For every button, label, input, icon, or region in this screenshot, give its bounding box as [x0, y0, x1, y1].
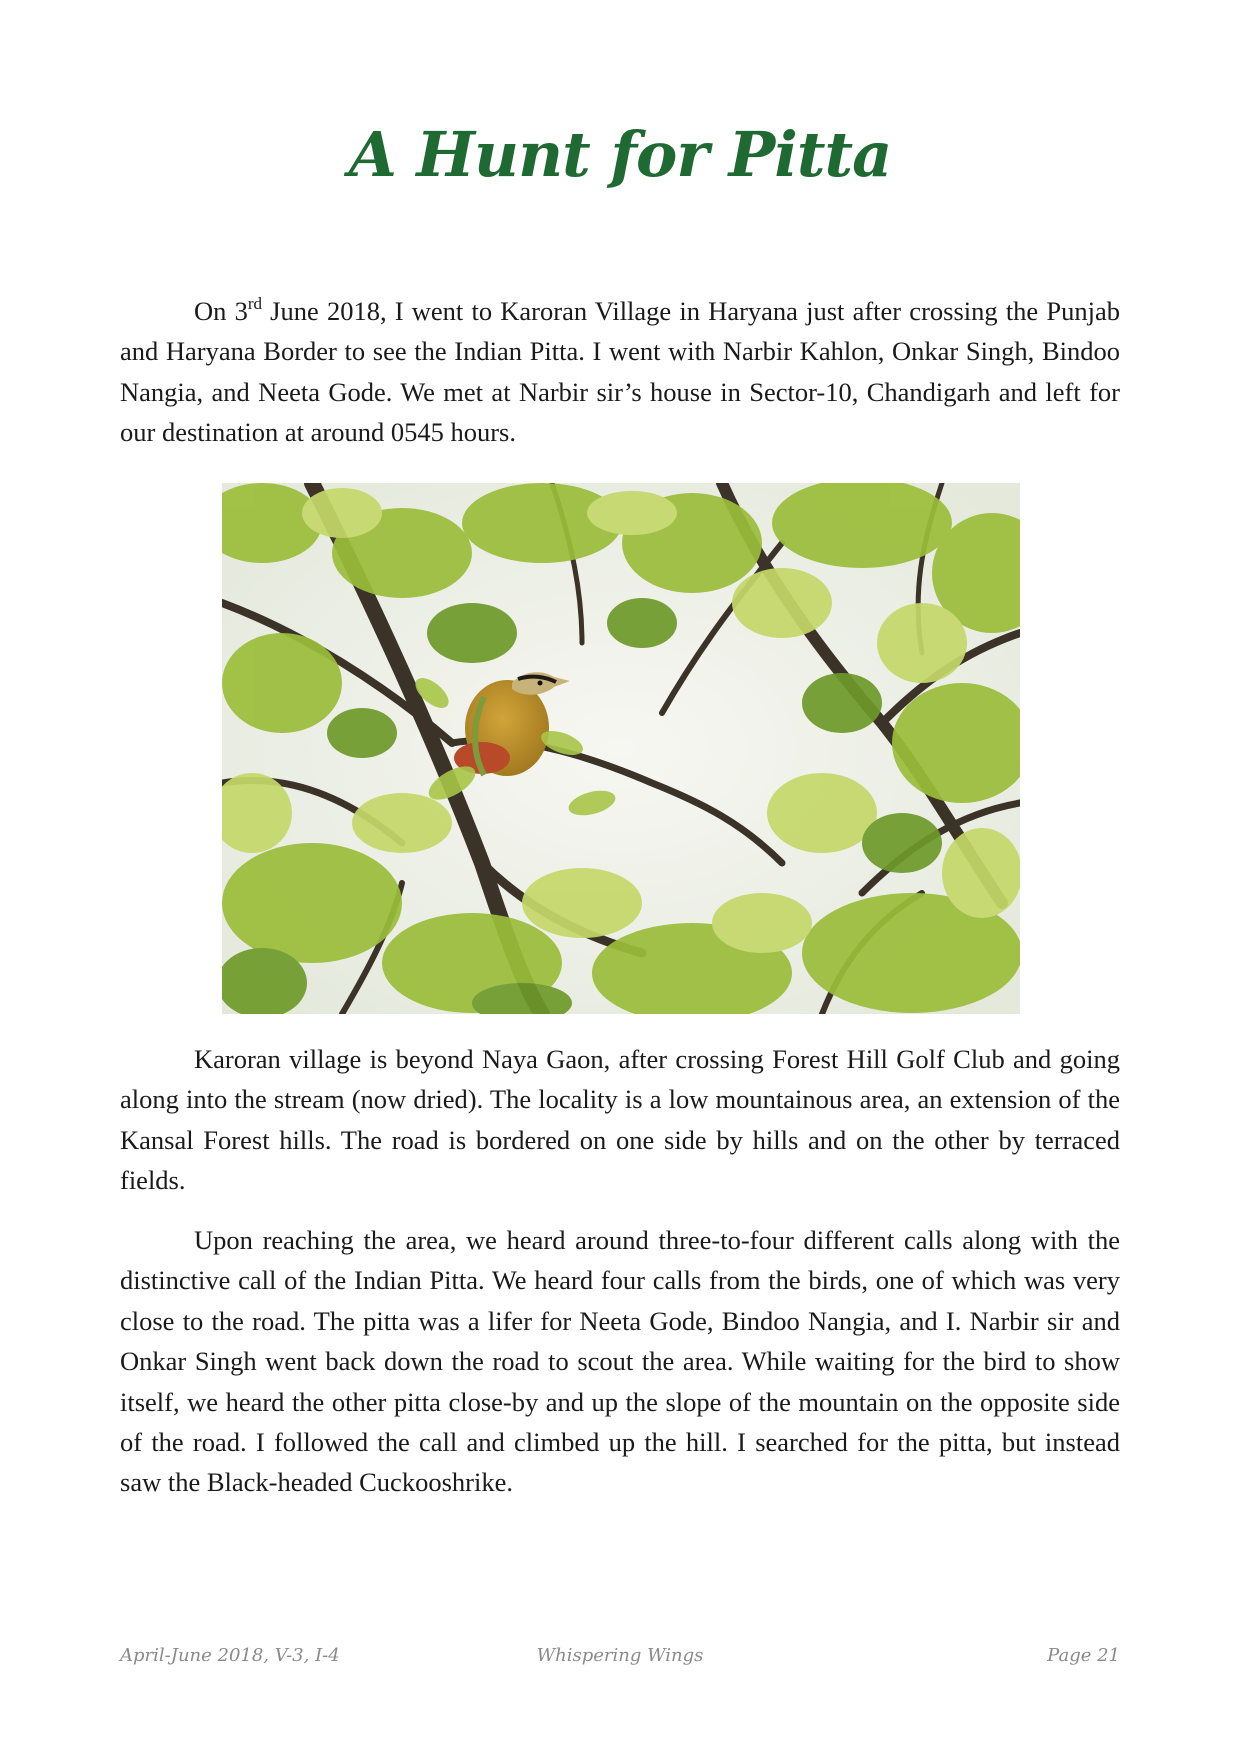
footer-issue: April-June 2018, V-3, I-4	[120, 1645, 340, 1666]
paragraph-3	[120, 1220, 1120, 1503]
paragraph-1-sup: rd	[247, 294, 262, 313]
photo-illustration	[222, 483, 1020, 1014]
footer-page-number: Page 21	[1047, 1645, 1120, 1666]
paragraph-2-text: Karoran village is beyond Naya Gaon, after crossing Forest Hill Golf Club and going along into the stream (now dried). The locality is a low mountainous area, an extension of the Kansal Forest hills. The road is bordered on one side by hills and on the other by terraced fields.	[120, 1044, 1120, 1196]
indian-pitta-photo	[222, 483, 1020, 1014]
paragraph-1-pre: On 3	[194, 296, 248, 326]
paragraph-2	[120, 1039, 1120, 1201]
article-title: A Hunt for Pitta	[348, 118, 892, 191]
paragraph-1	[120, 291, 1120, 453]
footer-publication: Whispering Wings	[536, 1645, 704, 1666]
paragraph-3-text: Upon reaching the area, we heard around three-to-four different calls along with the distinctive call of the Indian Pitta. We heard four calls from the birds, one of which was very close to the road. The pitta was a lifer for Neeta Gode, Bindoo Nangia, and I. Narbir sir and Onkar Singh went back down the road to scout the area. While waiting for the bird to show itself, we heard the other pitta close-by and up the slope of the mountain on the opposite side of the road. I followed the call and climbed up the hill. I searched for the pitta, but instead saw the Black-headed Cuckooshrike.	[120, 1225, 1120, 1498]
paragraph-1-post: June 2018, I went to Karoran Village in Haryana just after crossing the Punjab and Haryana Border to see the Indian Pitta. I went with Narbir Kahlon, Onkar Singh, Bindoo Nangia, and Neeta Gode. We met at Narbir sir’s house in Sector-10, Chandigarh and left for our destination at around 0545 hours.	[120, 296, 1120, 448]
